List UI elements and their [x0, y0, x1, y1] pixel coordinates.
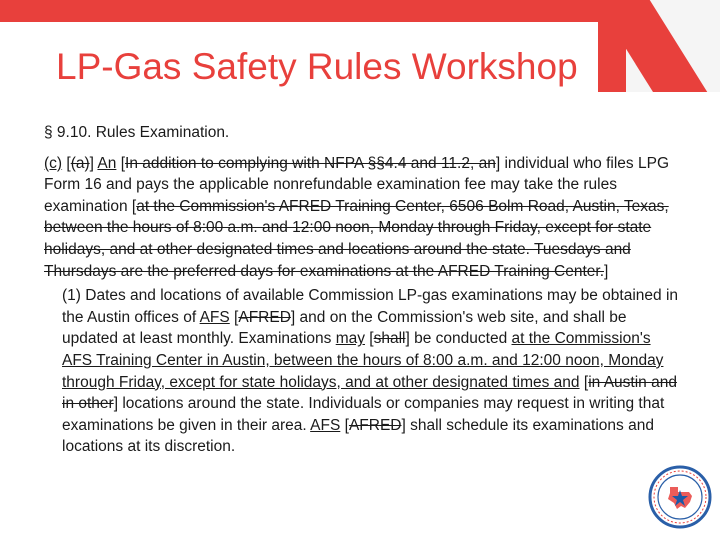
railroad-commission-seal-icon [648, 465, 712, 529]
bracket: [ [365, 330, 374, 348]
deleted-text: in Austin and in other [62, 373, 677, 413]
label-deleted: (a) [70, 154, 90, 172]
paragraph-1 [62, 285, 680, 458]
bracket: [ [579, 373, 589, 391]
body-text: ] locations around the state. Individuals or companies may request in writing that examinations be given in their area. [62, 395, 665, 434]
slide-title: LP-Gas Safety Rules Workshop [56, 46, 578, 87]
bracket: [ [116, 154, 126, 172]
body-text: (1) Dates and locations of available Commission LP-gas examinations may be obtained in the Austin offices of [62, 287, 679, 326]
inserted-text: AFS [310, 416, 341, 434]
deleted-text: AFRED [238, 308, 291, 326]
inserted-text: at the Commission's AFS Training Center in Austin, between the hours of 8:00 a.m. and 12:00 noon, Monday through Friday, except for state holidays, and at other designated times and [62, 330, 664, 391]
rule-text [44, 122, 680, 458]
body-text: ] and on the Commission's web site, and shall be updated at least monthly. Examinations [62, 308, 627, 348]
corner-decoration [626, 0, 720, 92]
bracket: [ [229, 308, 239, 326]
bracket: [ [62, 154, 71, 172]
corner-stripe [626, 0, 720, 92]
inserted-text: AFS [199, 308, 230, 326]
bracket: ] [89, 154, 98, 172]
deleted-text: AFRED [348, 416, 402, 434]
body-text: individual who files LPG Form 16 and pays the applicable nonrefundable examination fee may take the rules examination [44, 154, 669, 215]
bracket: [ [340, 416, 349, 434]
inserted-text: may [335, 330, 365, 348]
paragraph-c [44, 153, 680, 283]
bracket: ] [495, 154, 505, 172]
inserted-text: An [97, 154, 117, 172]
deleted-text: In addition to complying with NFPA §§4.4 and 11.2, an [125, 154, 496, 172]
body-text: ] shall schedule its examinations and locations at its discretion. [62, 416, 654, 456]
bracket: [ [131, 197, 137, 215]
bracket: ] [604, 262, 609, 280]
section-heading: § 9.10. Rules Examination. [44, 124, 230, 141]
label-new: (c) [44, 154, 63, 172]
deleted-text: at the Commission's AFRED Training Center, 6506 Bolm Road, Austin, Texas, between the hours of 8:00 a.m. and 12:00 noon, Monday through Friday, except for state holidays, and at other designated times and locations around the state. Tuesdays and Thursdays are the preferred days for examinations at the AFRED Training Center. [44, 197, 669, 280]
body-text: ] be conducted [405, 330, 512, 348]
deleted-text: shall [373, 330, 406, 348]
